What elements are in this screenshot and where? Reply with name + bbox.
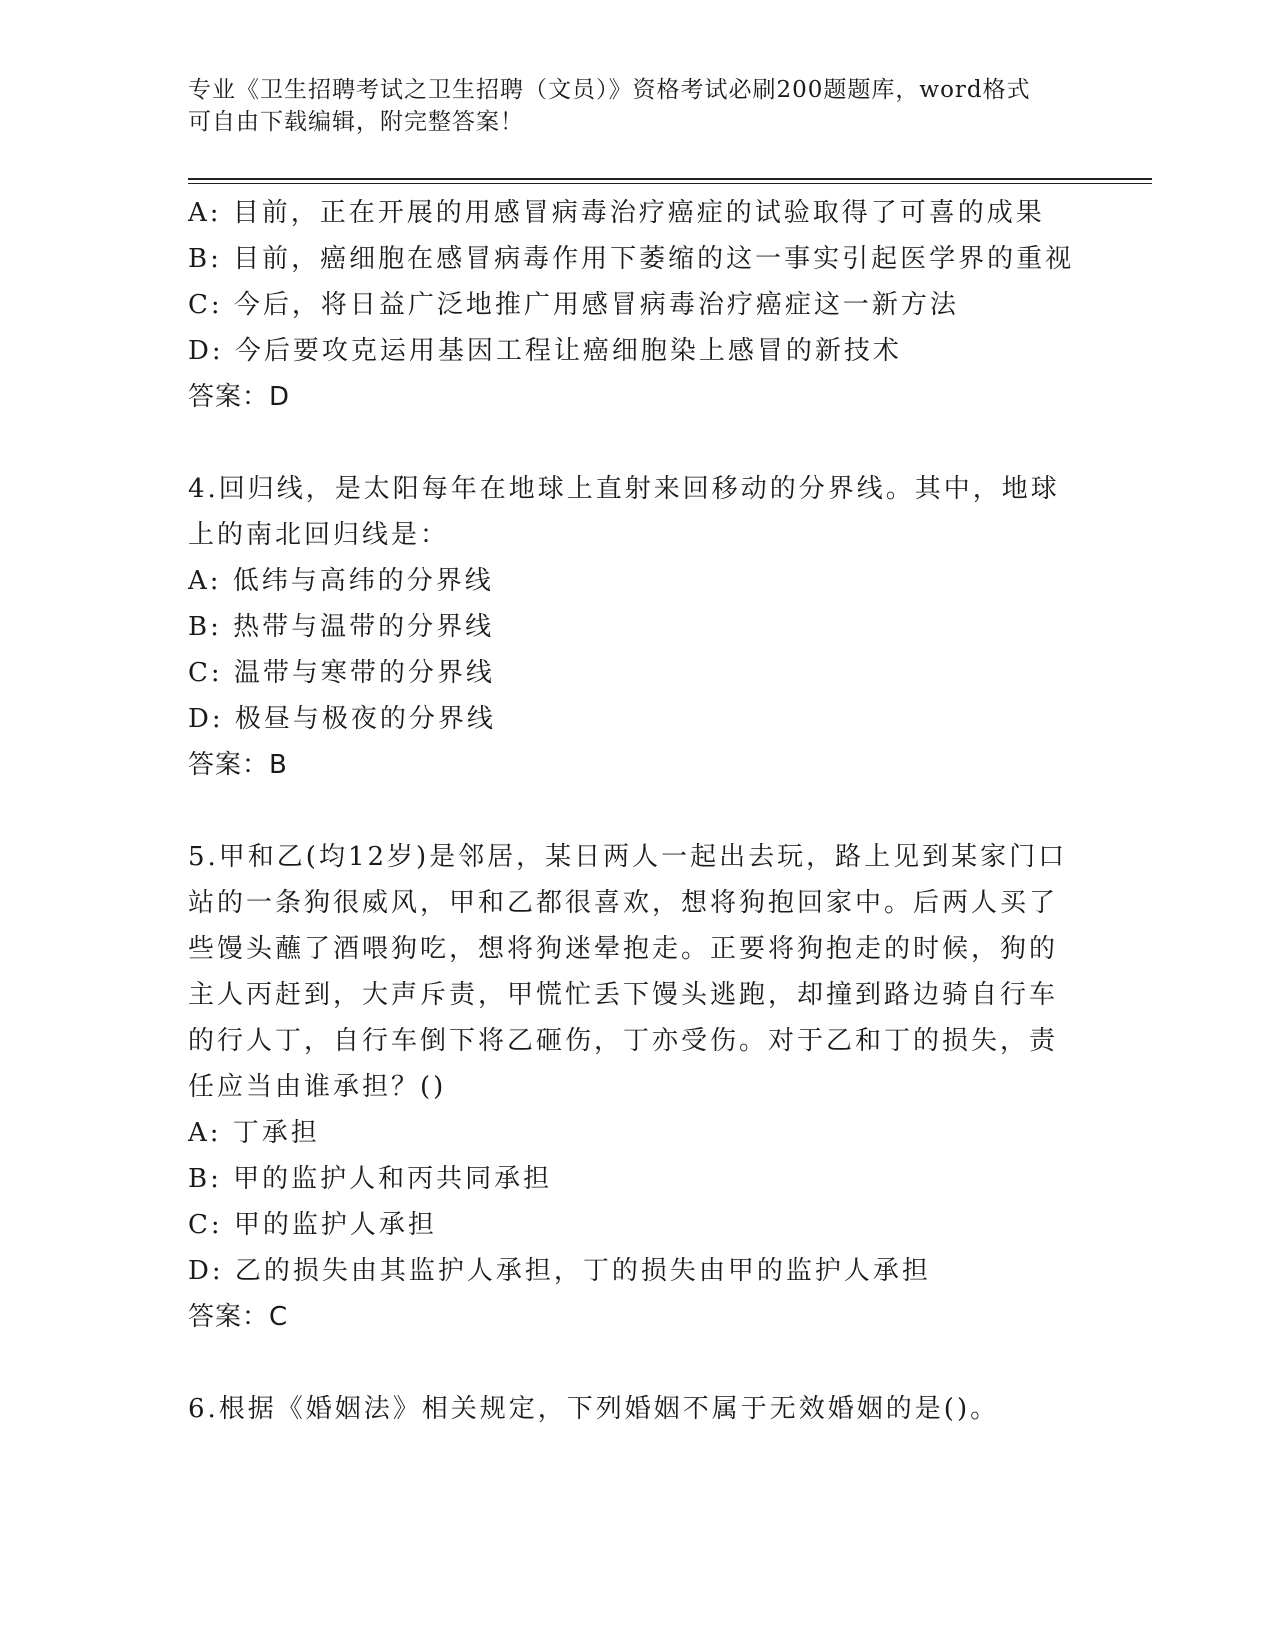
question-content <box>188 190 1088 1432</box>
question-stem-line: 任应当由谁承担？() <box>188 1072 447 1102</box>
option-d: D: 极昼与极夜的分界线 <box>188 704 496 734</box>
question-stem-line: 的行人丁，自行车倒下将乙砸伤，丁亦受伤。对于乙和丁的损失，责 <box>188 1026 1059 1056</box>
spacer <box>188 420 1088 466</box>
header-title-line-2: 可自由下载编辑，附完整答案！ <box>188 109 524 135</box>
option-c: C: 甲的监护人承担 <box>188 1210 437 1240</box>
answer-label: 答案：B <box>188 750 288 780</box>
option-a: A: 目前，正在开展的用感冒病毒治疗癌症的试验取得了可喜的成果 <box>188 198 1045 228</box>
option-d: D: 今后要攻克运用基因工程让癌细胞染上感冒的新技术 <box>188 336 902 366</box>
spacer <box>188 788 1088 834</box>
question-stem-line: 站的一条狗很威风，甲和乙都很喜欢，想将狗抱回家中。后两人买了 <box>188 888 1059 918</box>
spacer <box>188 1340 1088 1386</box>
option-a: A: 低纬与高纬的分界线 <box>188 566 494 596</box>
question-stem-line: 些馒头蘸了酒喂狗吃，想将狗迷晕抱走。正要将狗抱走的时候，狗的 <box>188 934 1059 964</box>
question-4 <box>188 466 1088 788</box>
header-divider <box>188 178 1152 184</box>
answer-label: 答案：C <box>188 1302 289 1332</box>
question-3 <box>188 190 1088 420</box>
question-stem-line: 上的南北回归线是： <box>188 520 450 550</box>
question-5 <box>188 834 1088 1340</box>
option-a: A: 丁承担 <box>188 1118 320 1148</box>
option-c: C: 今后，将日益广泛地推广用感冒病毒治疗癌症这一新方法 <box>188 290 959 320</box>
option-d: D: 乙的损失由其监护人承担，丁的损失由甲的监护人承担 <box>188 1256 931 1286</box>
option-b: B: 热带与温带的分界线 <box>188 612 495 642</box>
question-6 <box>188 1386 1088 1432</box>
question-stem-line: 主人丙赶到，大声斥责，甲慌忙丢下馒头逃跑，却撞到路边骑自行车 <box>188 980 1059 1010</box>
option-c: C: 温带与寒带的分界线 <box>188 658 495 688</box>
header-title-line-1: 专业《卫生招聘考试之卫生招聘（文员）》资格考试必刷200题题库，word格式 <box>188 77 1031 103</box>
option-b: B: 目前，癌细胞在感冒病毒作用下萎缩的这一事实引起医学界的重视 <box>188 244 1075 274</box>
answer-label: 答案：D <box>188 382 291 412</box>
option-b: B: 甲的监护人和丙共同承担 <box>188 1164 553 1194</box>
question-stem-line: 5.甲和乙(均12岁)是邻居，某日两人一起出去玩，路上见到某家门口 <box>188 842 1068 872</box>
question-stem-line: 4.回归线，是太阳每年在地球上直射来回移动的分界线。其中，地球 <box>188 474 1060 504</box>
page-header <box>188 74 1068 138</box>
question-stem-line: 6.根据《婚姻法》相关规定，下列婚姻不属于无效婚姻的是()。 <box>188 1394 1000 1424</box>
